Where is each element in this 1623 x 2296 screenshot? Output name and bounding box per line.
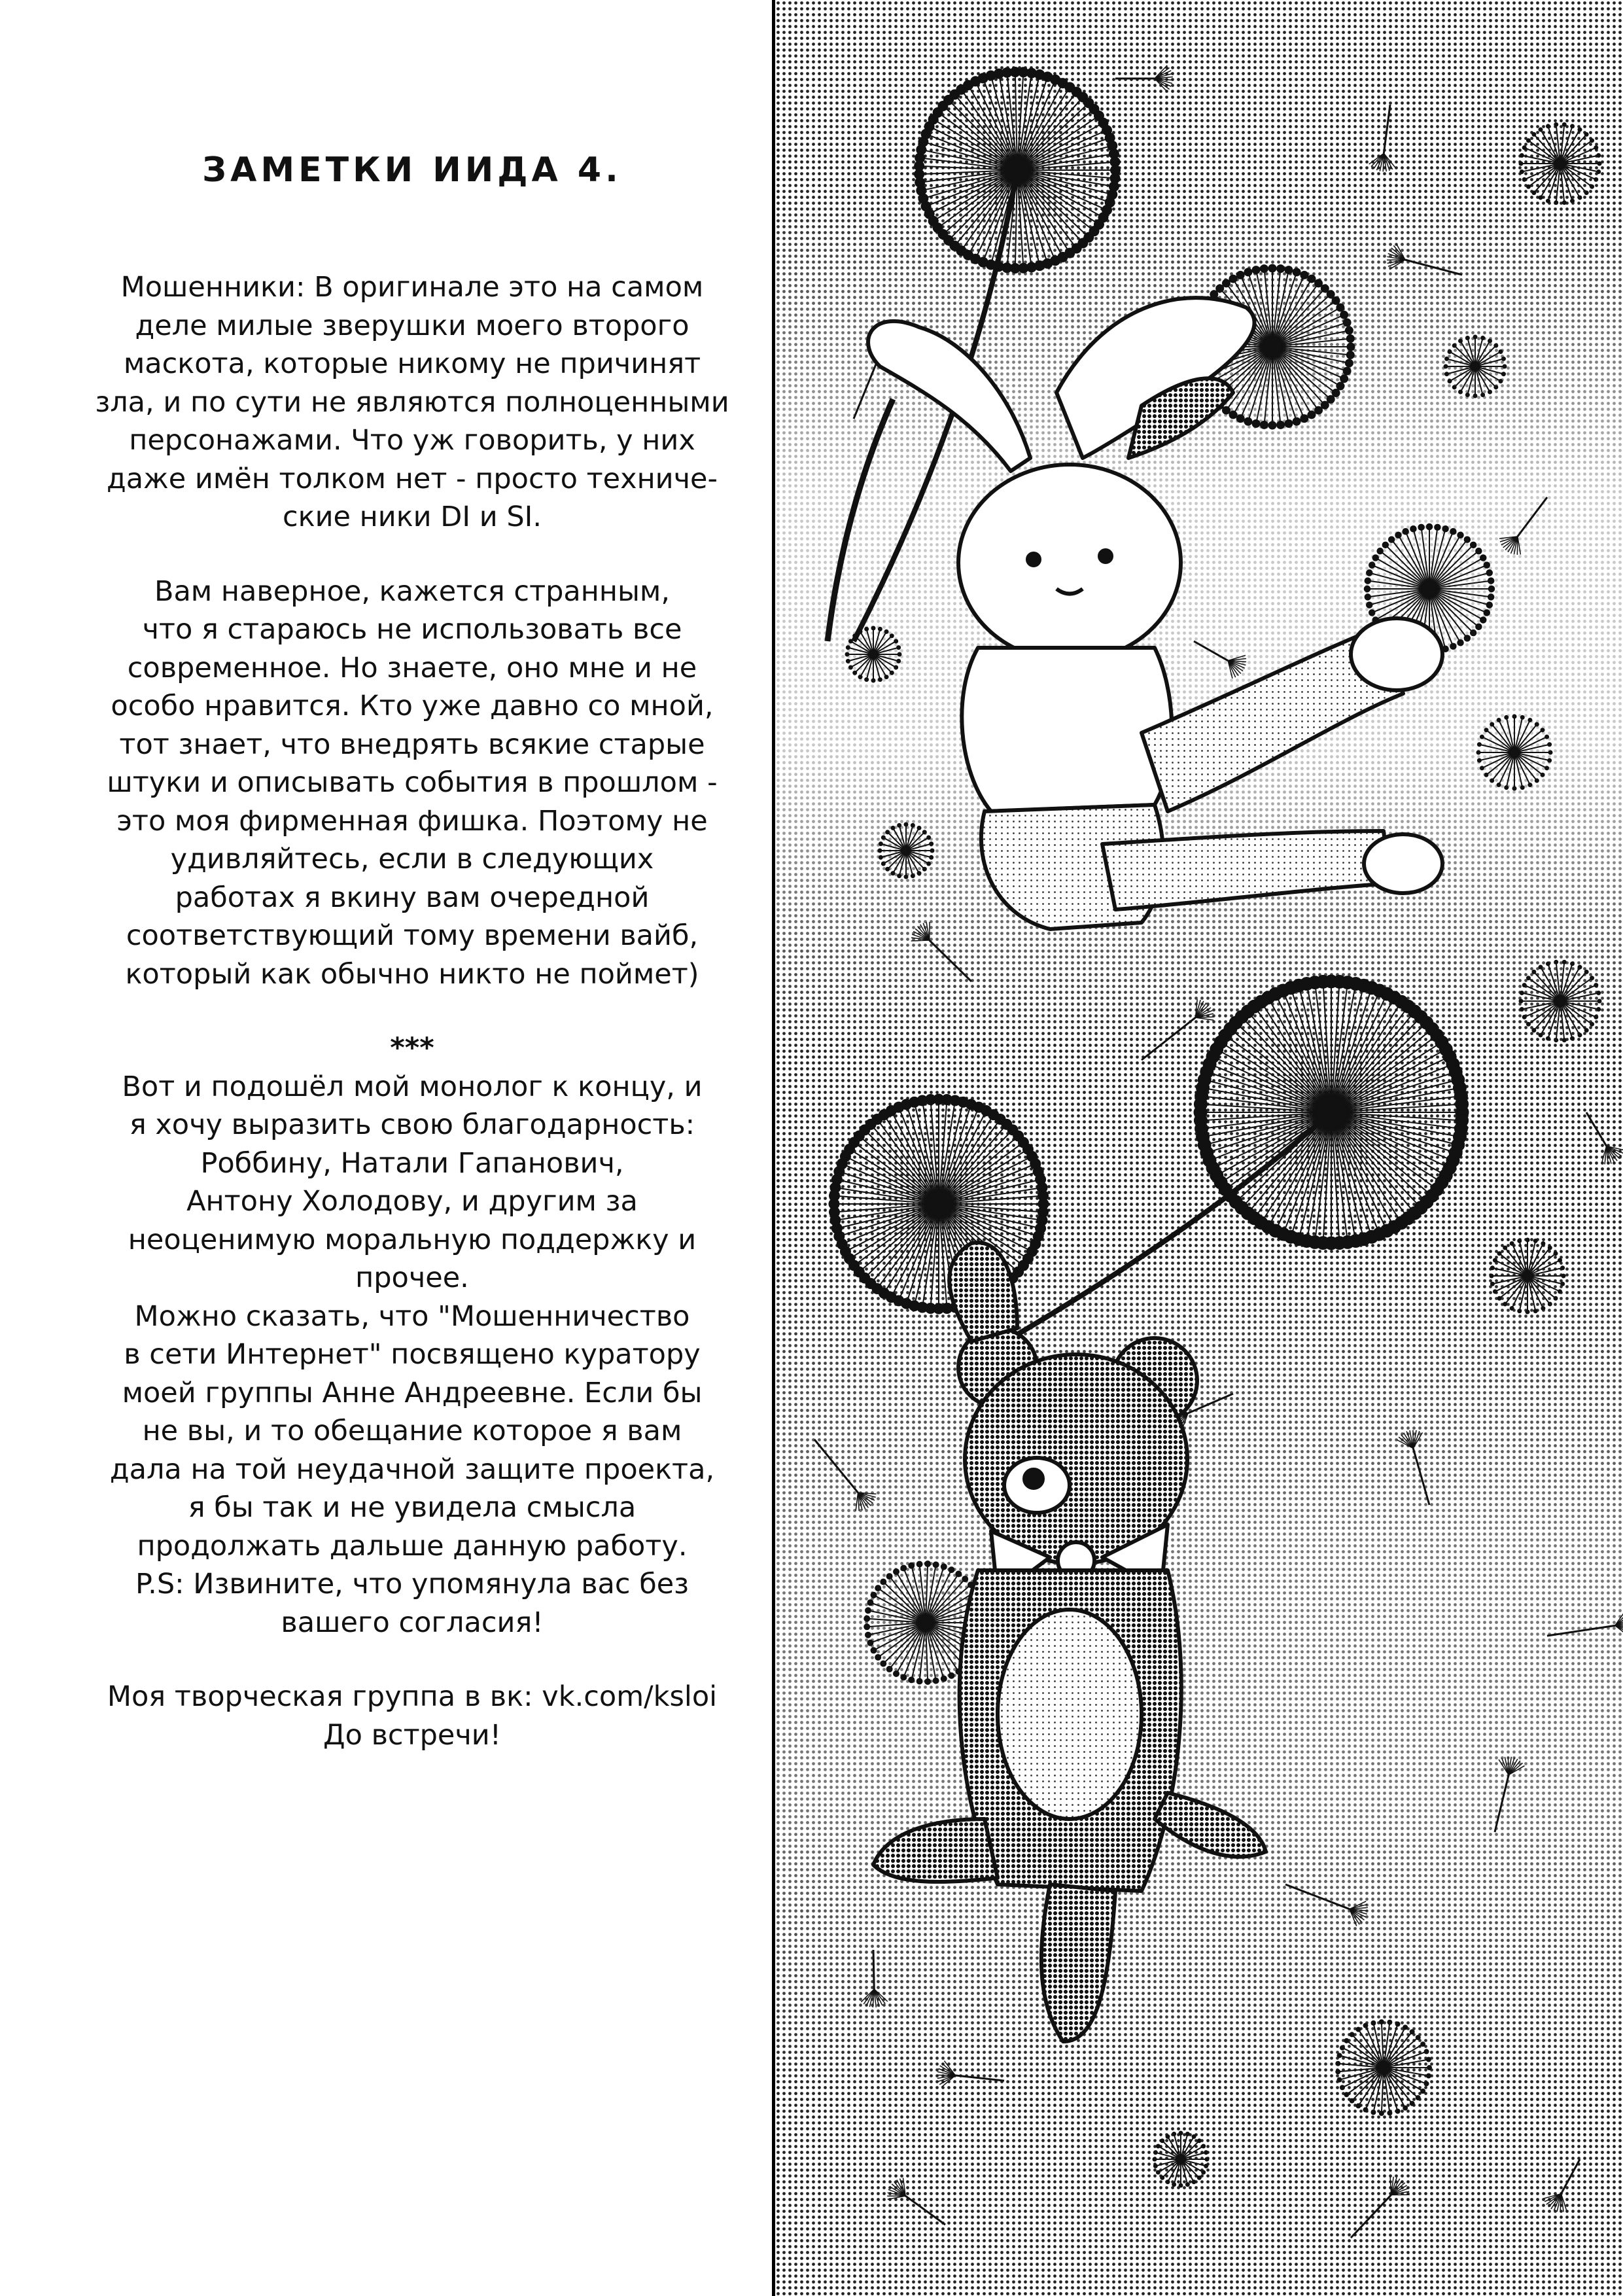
text-line: это моя фирменная фишка. Поэтому не bbox=[116, 804, 708, 838]
text-line: в сети Интернет" посвящено куратору bbox=[124, 1338, 701, 1371]
text-line: вашего согласия! bbox=[281, 1606, 544, 1639]
text-line: что я стараюсь не использовать все bbox=[142, 613, 682, 646]
text-line: работах я вкину вам очередной bbox=[175, 881, 650, 914]
text-line: я бы так и не увидела смысла bbox=[188, 1491, 637, 1524]
paragraph-4 bbox=[85, 1678, 739, 1754]
text-line: особо нравится. Кто уже давно со мной, bbox=[111, 690, 714, 722]
text-line: современное. Но знаете, оно мне и не bbox=[127, 651, 697, 684]
text-line: До встречи! bbox=[323, 1718, 501, 1752]
paragraph-3 bbox=[85, 1029, 739, 1642]
afterword-text bbox=[85, 150, 739, 1790]
illustration-panel bbox=[772, 0, 1623, 2296]
text-line: штуки и описывать события в прошлом - bbox=[107, 766, 718, 799]
text-line: даже имён толком нет - просто техниче- bbox=[106, 462, 718, 495]
text-line: тот знает, что внедрять всякие старые bbox=[119, 728, 705, 761]
text-line: Мошенники: В оригинале это на самом bbox=[120, 271, 704, 304]
text-line: который как обычно никто не поймет) bbox=[125, 957, 699, 991]
text-line: я хочу выразить свою благодарность: bbox=[129, 1108, 695, 1141]
text-line: дала на той неудачной защите проекта, bbox=[109, 1453, 715, 1486]
text-line: персонажами. Что уж говорить, у них bbox=[129, 424, 695, 457]
text-line: Роббину, Натали Гапанович, bbox=[200, 1146, 624, 1180]
text-line: продолжать дальше данную работу. bbox=[137, 1529, 688, 1563]
page-title: ЗАМЕТКИ ИИДА 4. bbox=[202, 150, 622, 190]
text-line: неоценимую моральную поддержку и bbox=[128, 1223, 697, 1256]
text-line: удивляйтесь, если в следующих bbox=[170, 843, 654, 875]
text-line: P.S: Извините, что упомянула вас без bbox=[135, 1568, 689, 1600]
paragraph-2 bbox=[85, 573, 739, 994]
text-line: моей группы Анне Андреевне. Если бы bbox=[122, 1376, 703, 1409]
text-line: маскота, которые никому не причинят bbox=[123, 347, 701, 380]
text-line: деле милые зверушки моего второго bbox=[135, 309, 689, 342]
text-line: ские ники DI и SI. bbox=[282, 501, 542, 533]
separator: *** bbox=[390, 1032, 434, 1065]
text-line: прочее. bbox=[355, 1262, 469, 1294]
text-line: зла, и по сути не являются полноценными bbox=[95, 385, 729, 419]
text-line: Можно сказать, что "Мошенничество bbox=[134, 1299, 690, 1333]
text-line: не вы, и то обещание которое я вам bbox=[142, 1415, 682, 1447]
text-line: Моя творческая группа в вк: vk.com/ksloi bbox=[107, 1680, 718, 1713]
text-line: Вот и подошёл мой монолог к концу, и bbox=[122, 1070, 703, 1103]
paragraph-1 bbox=[85, 268, 739, 537]
text-line: Вам наверное, кажется странным, bbox=[154, 574, 671, 608]
text-line: соответствующий тому времени вайб, bbox=[126, 919, 699, 952]
text-line: Антону Холодову, и другим за bbox=[186, 1185, 638, 1218]
illustration-svg bbox=[775, 0, 1623, 2296]
